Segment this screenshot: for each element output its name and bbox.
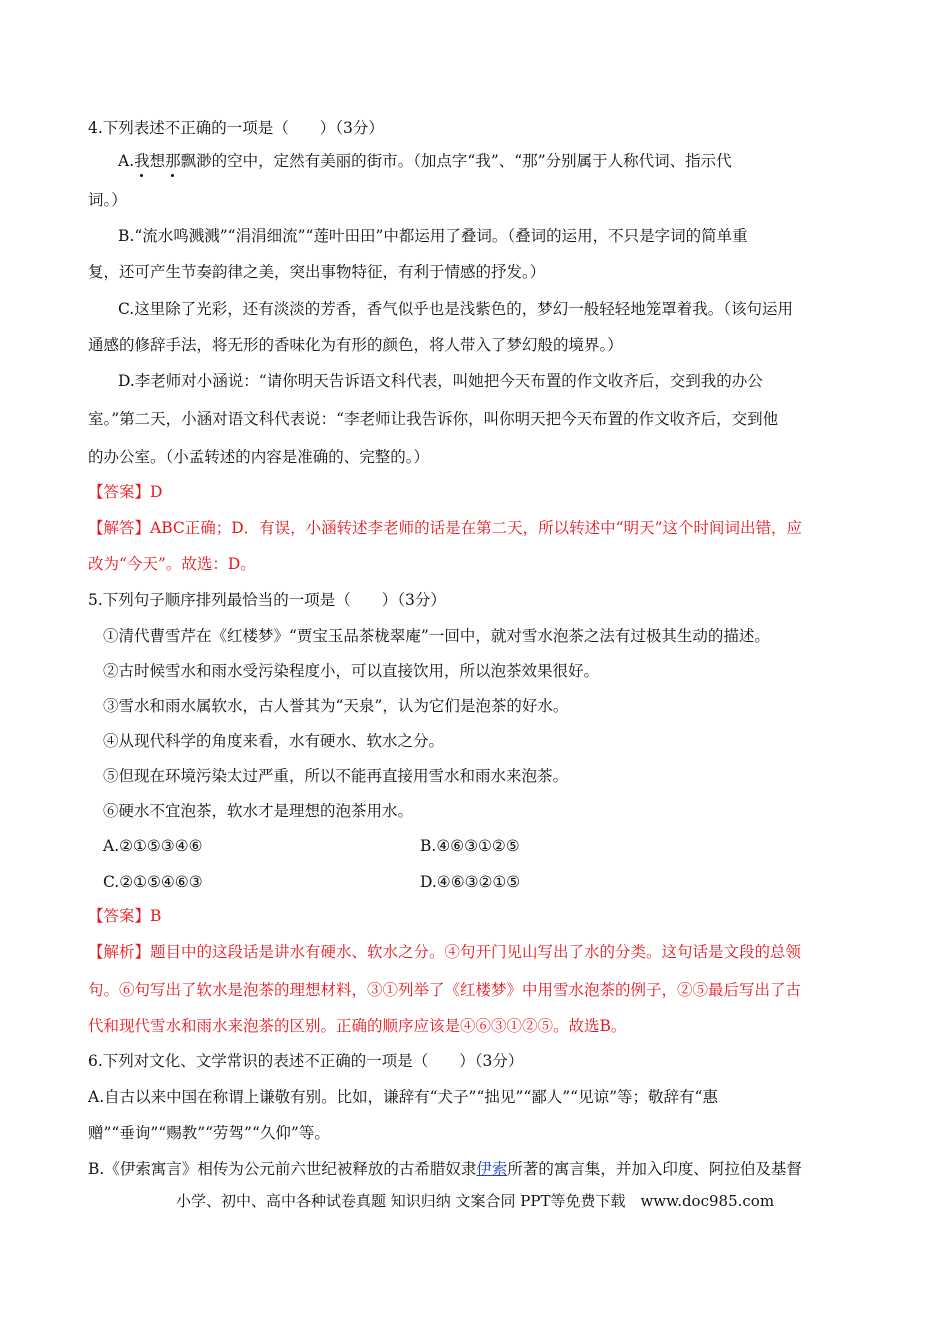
page-footer: 小学、初中、高中各种试卷真题 知识归纳 文案合同 PPT等免费下载 www.doc985.com bbox=[175, 1192, 775, 1210]
q5-explanation-line2: 句。⑥句写出了软水是泡茶的理想材料，③①列举了《红楼梦》中用雪水泡茶的例子，②⑤最后写出了古 bbox=[88, 981, 802, 999]
explain-tag: 【解答】 bbox=[88, 519, 151, 537]
q6-option-b-text-rest: 所著的寓言集，并加入印度、阿拉伯及基督 bbox=[507, 1160, 802, 1178]
q4-option-a bbox=[118, 150, 732, 172]
q4-option-c: C.这里除了光彩，还有淡淡的芳香，香气似乎也是浅紫色的，梦幻一般轻轻地笼罩着我。（该句运用 bbox=[118, 300, 793, 318]
q5-sentence: ②古时候雪水和雨水受污染程度小，可以直接饮用，所以泡茶效果很好。 bbox=[103, 662, 600, 680]
q4-option-c-line2: 通感的修辞手法，将无形的香味化为有形的颜色，将人带入了梦幻般的境界。） bbox=[88, 336, 623, 354]
q4-option-b-line2: 复，还可产生节奏韵律之美，突出事物特征，有利于情感的抒发。） bbox=[88, 263, 546, 281]
explain-text: 题目中的这段话是讲水有硬水、软水之分。④句开门见山写出了水的分类。这句话是文段的总领 bbox=[150, 943, 802, 961]
q4-option-b: B.“流水鸣溅溅”“涓涓细流”“莲叶田田”中都运用了叠词。（叠词的运用，不只是字词的简单重 bbox=[118, 227, 748, 245]
emphasis-dot-char: 我 bbox=[134, 152, 150, 170]
q5-sentence: ⑥硬水不宜泡茶，软水才是理想的泡茶用水。 bbox=[103, 802, 414, 820]
q6-option-a: A.自古以来中国在称谓上谦敬有别。比如，谦辞有“犬子”“拙见”“鄙人”“见谅”等；敬辞有“惠 bbox=[88, 1088, 718, 1106]
answer-value: D bbox=[150, 483, 163, 501]
aesop-link[interactable]: 伊索 bbox=[476, 1160, 508, 1178]
q5-explanation-line3: 代和现代雪水和雨水来泡茶的区别。正确的顺序应该是④⑥③①②⑤。故选B。 bbox=[88, 1017, 627, 1035]
q4-option-a-line2: 词。） bbox=[88, 191, 127, 209]
answer-tag: 【答案】 bbox=[88, 483, 151, 501]
q4-answer bbox=[88, 481, 162, 503]
q5-explanation bbox=[88, 941, 801, 963]
q5-sentence: ⑤但现在环境污染太过严重，所以不能再直接用雪水和雨水来泡茶。 bbox=[103, 767, 569, 785]
q4-option-a-prefix: A. bbox=[118, 152, 135, 170]
q4-explanation-line2: 改为“今天”。故选：D。 bbox=[88, 555, 256, 573]
emphasis-dot-char: 那 bbox=[165, 152, 181, 170]
q5-option-d: D.④⑥③②①⑤ bbox=[420, 873, 521, 891]
q6-option-b-text: B.《伊索寓言》相传为公元前六世纪被释放的古希腊奴隶 bbox=[88, 1160, 477, 1178]
q5-sentence: ③雪水和雨水属软水，古人誉其为“天泉”，认为它们是泡茶的好水。 bbox=[103, 697, 569, 715]
q5-option-c: C.②①⑤④⑥③ bbox=[103, 873, 203, 891]
q5-stem: 5.下列句子顺序排列最恰当的一项是（ ）（3分） bbox=[88, 591, 446, 609]
answer-value: B bbox=[150, 907, 162, 925]
q5-answer bbox=[88, 905, 161, 927]
answer-tag: 【答案】 bbox=[88, 907, 151, 925]
q6-option-a-line2: 赠”“垂询”“赐教”“劳驾”“久仰”等。 bbox=[88, 1124, 330, 1142]
explain-text: ABC正确；D．有误，小涵转述李老师的话是在第二天，所以转述中“明天”这个时间词出错，应 bbox=[150, 519, 803, 537]
q4-option-d-line2: 室。”第二天，小涵对语文科代表说：“李老师让我告诉你，叫你明天把今天布置的作文收齐后，交到他 bbox=[88, 410, 779, 428]
q6-option-b bbox=[88, 1158, 802, 1180]
q5-option-a: A.②①⑤③④⑥ bbox=[103, 837, 203, 855]
explain-tag: 【解析】 bbox=[88, 943, 151, 961]
q4-option-d-line3: 的办公室。（小孟转述的内容是准确的、完整的。） bbox=[88, 448, 430, 466]
q4-option-a-rest: 飘渺的空中，定然有美丽的街市。（加点字“我”、“那”分别属于人称代词、指示代 bbox=[180, 152, 732, 170]
q5-sentence: ④从现代科学的角度来看，水有硬水、软水之分。 bbox=[103, 732, 445, 750]
q4-option-d: D.李老师对小涵说：“请你明天告诉语文科代表，叫她把今天布置的作文收齐后，交到我的办公 bbox=[118, 372, 763, 390]
q5-sentence: ①清代曹雪芹在《红楼梦》“贾宝玉品茶栊翠庵”一回中，就对雪水泡茶之法有过极其生动的描述。 bbox=[103, 627, 770, 645]
q6-stem: 6.下列对文化、文学常识的表述不正确的一项是（ ）（3分） bbox=[88, 1052, 524, 1070]
q4-explanation bbox=[88, 517, 802, 539]
q5-option-b: B.④⑥③①②⑤ bbox=[420, 837, 520, 855]
q4-option-a-char: 想 bbox=[149, 152, 166, 170]
q4-stem: 4.下列表述不正确的一项是（ ）（3分） bbox=[88, 119, 384, 137]
